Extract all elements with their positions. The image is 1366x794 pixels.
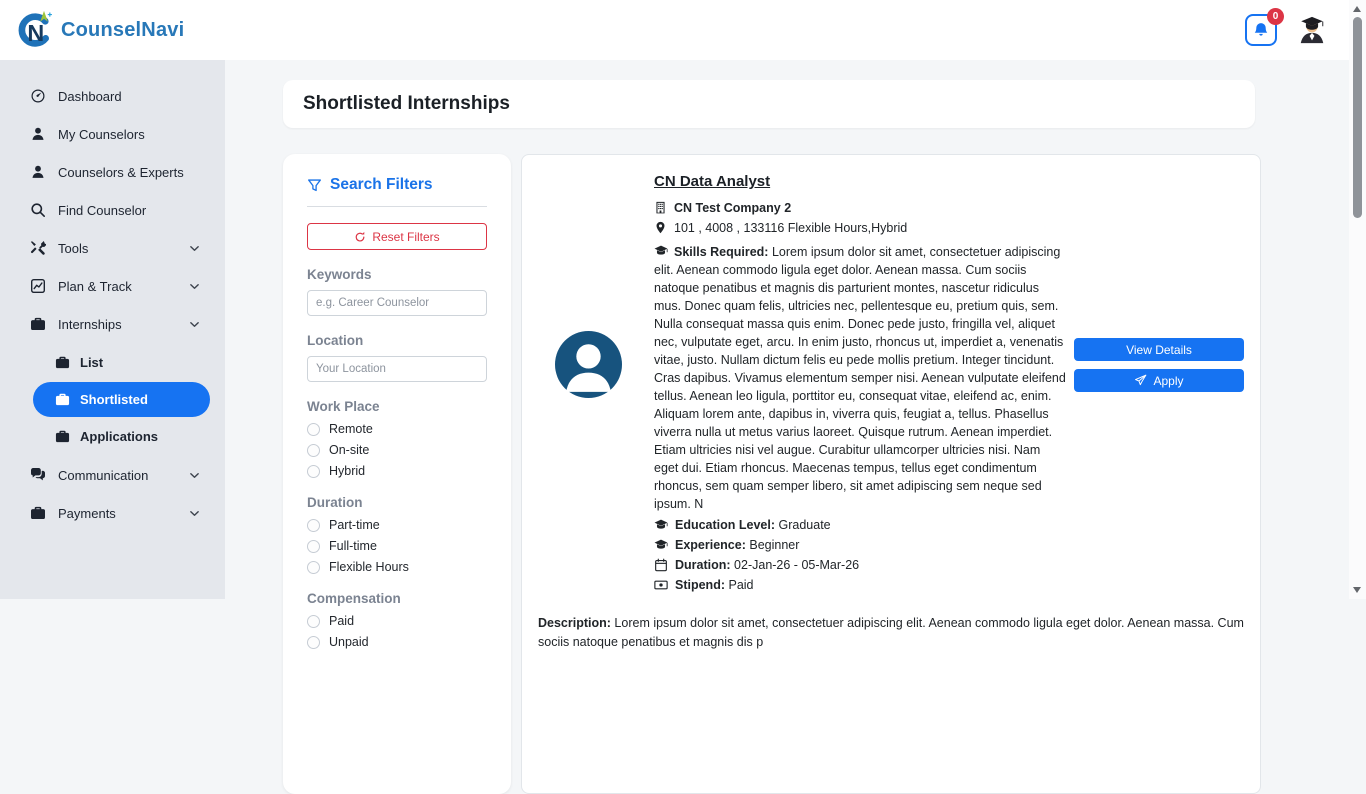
sidebar-item-counselors-experts[interactable] — [0, 153, 225, 191]
send-icon — [1134, 374, 1147, 387]
vertical-scrollbar[interactable] — [1349, 0, 1366, 599]
sidebar — [0, 60, 225, 599]
sidebar-item-label: Counselors & Experts — [58, 164, 184, 180]
company-avatar — [555, 331, 622, 398]
sidebar-item-label: Internships — [58, 316, 122, 332]
radio-full-time[interactable]: Full-time — [307, 539, 487, 553]
sidebar-subitem-applications[interactable] — [33, 419, 210, 454]
sidebar-item-label: Tools — [58, 240, 89, 256]
chevron-down-icon — [188, 242, 201, 255]
location-pin-icon — [654, 221, 667, 234]
internship-card — [521, 154, 1261, 794]
radio-icon[interactable] — [307, 465, 320, 478]
graduate-avatar-icon — [1297, 15, 1327, 45]
sidebar-item-label: Find Counselor — [58, 202, 147, 218]
job-title-link[interactable]: CN Data Analyst — [654, 173, 771, 190]
action-buttons — [1068, 338, 1244, 598]
sidebar-item-internships[interactable] — [0, 305, 225, 343]
person-icon — [555, 331, 622, 398]
radio-icon[interactable] — [307, 540, 320, 553]
dashboard-icon — [30, 88, 46, 104]
compass-logo-icon — [14, 10, 54, 50]
notification-badge: 0 — [1267, 8, 1284, 25]
sidebar-item-payments[interactable] — [0, 494, 225, 532]
sidebar-subitem-label: Applications — [80, 429, 159, 444]
scrollbar-thumb[interactable] — [1353, 17, 1362, 218]
building-icon — [654, 201, 667, 214]
education-value: Graduate — [778, 518, 831, 532]
sidebar-subitem-list[interactable] — [33, 345, 210, 380]
sidebar-item-find-counselor[interactable] — [0, 191, 225, 229]
sidebar-item-plan-track[interactable] — [0, 267, 225, 305]
sidebar-item-label: My Counselors — [58, 126, 145, 142]
keywords-label: Keywords — [307, 267, 372, 282]
briefcase-icon — [55, 392, 70, 407]
main-content — [225, 60, 1349, 649]
duration-value: 02-Jan-26 - 05-Mar-26 — [734, 558, 860, 572]
sidebar-subitem-shortlisted[interactable] — [33, 382, 210, 417]
graduation-cap-icon — [654, 518, 668, 532]
user-avatar[interactable] — [1297, 15, 1327, 45]
workplace-label: Work Place — [307, 399, 380, 414]
chat-icon — [30, 467, 46, 483]
cash-icon — [654, 578, 668, 592]
description-block — [538, 614, 1244, 652]
tools-icon — [30, 240, 46, 256]
sidebar-item-label: Plan & Track — [58, 278, 132, 294]
description-label: Description: — [538, 616, 611, 630]
stipend-line: Stipend: Paid — [654, 578, 1068, 593]
duration-label: Duration — [307, 495, 363, 510]
radio-icon[interactable] — [307, 444, 320, 457]
briefcase-icon — [55, 429, 70, 444]
radio-onsite[interactable]: On-site — [307, 443, 487, 457]
reset-filters-button[interactable]: Reset Filters — [307, 223, 487, 250]
graduation-cap-icon — [654, 244, 668, 258]
company-name: CN Test Company 2 — [674, 201, 792, 215]
header-actions — [1245, 11, 1327, 46]
location-label: Location — [307, 333, 364, 348]
sidebar-subitem-label: Shortlisted — [80, 392, 148, 407]
experience-line: Experience: Beginner — [654, 538, 1068, 553]
page-title-card — [283, 80, 1255, 128]
duration-line: Duration: 02-Jan-26 - 05-Mar-26 — [654, 558, 1068, 573]
briefcase-icon — [55, 355, 70, 370]
brand-logo[interactable] — [14, 10, 184, 50]
compensation-label: Compensation — [307, 591, 401, 606]
radio-remote[interactable]: Remote — [307, 422, 487, 436]
scroll-down-arrow-icon[interactable] — [1353, 587, 1361, 593]
company-line — [654, 200, 1068, 217]
internship-details — [654, 171, 1068, 598]
sidebar-item-dashboard[interactable] — [0, 77, 225, 115]
radio-flexible-hours[interactable]: Flexible Hours — [307, 560, 487, 574]
education-line: Education Level: Graduate — [654, 518, 1068, 533]
scroll-up-arrow-icon[interactable] — [1353, 6, 1361, 12]
funnel-icon — [307, 178, 322, 193]
chevron-down-icon — [188, 318, 201, 331]
description-text: Lorem ipsum dolor sit amet, consectetuer adipiscing elit. Aenean commodo ligula eget dolor. Aenean massa. Cum sociis natoque penatibus et magnis dis p — [538, 616, 1244, 649]
apply-button[interactable]: Apply — [1074, 369, 1244, 392]
radio-icon[interactable] — [307, 636, 320, 649]
sidebar-item-my-counselors[interactable] — [0, 115, 225, 153]
stipend-value: Paid — [728, 578, 754, 592]
page-title: Shortlisted Internships — [303, 93, 510, 114]
counselor-icon — [30, 126, 46, 142]
sidebar-subitem-label: List — [80, 355, 104, 370]
counselor-icon — [30, 164, 46, 180]
skills-block — [654, 243, 1068, 513]
briefcase-icon — [30, 316, 46, 332]
radio-icon[interactable] — [307, 423, 320, 436]
sidebar-item-tools[interactable] — [0, 229, 225, 267]
chevron-down-icon — [188, 469, 201, 482]
chevron-down-icon — [188, 280, 201, 293]
chart-icon — [30, 278, 46, 294]
location-input[interactable] — [307, 356, 487, 382]
radio-hybrid[interactable]: Hybrid — [307, 464, 487, 478]
view-details-button[interactable]: View Details — [1074, 338, 1244, 361]
radio-unpaid[interactable]: Unpaid — [307, 635, 487, 649]
job-location: 101 , 4008 , 133116 Flexible Hours,Hybrid — [674, 221, 908, 235]
skills-text: Lorem ipsum dolor sit amet, consectetuer adipiscing elit. Aenean commodo ligula eget dolor. Aenean massa. Cum sociis natoque penatibus et magnis dis parturient montes, nascetur ridiculus mus. Donec quam felis, ultricies nec, pellentesque eu, pretium quis, sem. Nulla consequat massa quis enim. Donec pede justo, fringilla vel, aliquet nec, vulputate eget, arcu. In enim justo, rhoncus ut, imperdiet a, venenatis vitae, justo. Nullam dictum felis eu pede mollis pretium. Integer tincidunt. Cras dapibus. Vivamus elementum semper nisi. Aenean vulputate eleifend tellus. Aenean leo ligula, porttitor eu, consequat vitae, eleifend ac, enim. Aliquam lorem ante, dapibus in, viverra quis, feugiat a, tellus. Phasellus viverra nulla ut metus varius laoreet. Quisque rutrum. Aenean imperdiet. Etiam ultricies nisi vel augue. Curabitur ullamcorper ultricies nisi. Nam eget dui. Etiam rhoncus. Maecenas tempus, tellus eget condimentum rhoncus, sem quam semper libero, sit amet adipiscing sem neque sed ipsum. N — [654, 245, 1066, 511]
search-filters-panel — [283, 154, 511, 794]
bell-icon — [1253, 22, 1269, 38]
top-header — [0, 0, 1349, 60]
filters-title: Search Filters — [330, 176, 433, 193]
graduation-cap-icon — [654, 538, 668, 552]
filters-header — [307, 176, 487, 207]
experience-value: Beginner — [749, 538, 800, 552]
sidebar-item-label: Dashboard — [58, 88, 122, 104]
calendar-icon — [654, 558, 668, 572]
radio-part-time[interactable]: Part-time — [307, 518, 487, 532]
radio-icon[interactable] — [307, 615, 320, 628]
briefcase-icon — [30, 505, 46, 521]
chevron-down-icon — [188, 507, 201, 520]
skills-label: Skills Required: — [674, 245, 769, 259]
radio-paid[interactable]: Paid — [307, 614, 487, 628]
reset-icon — [354, 231, 366, 243]
notifications-button[interactable] — [1245, 11, 1279, 46]
company-avatar-column — [538, 171, 654, 598]
location-line — [654, 220, 1068, 237]
radio-icon[interactable] — [307, 519, 320, 532]
brand-name: CounselNavi — [61, 18, 185, 41]
sidebar-item-label: Communication — [58, 467, 149, 483]
sidebar-item-label: Payments — [58, 505, 116, 521]
keywords-input[interactable] — [307, 290, 487, 316]
search-icon — [30, 202, 46, 218]
radio-icon[interactable] — [307, 561, 320, 574]
sidebar-item-communication[interactable] — [0, 456, 225, 494]
